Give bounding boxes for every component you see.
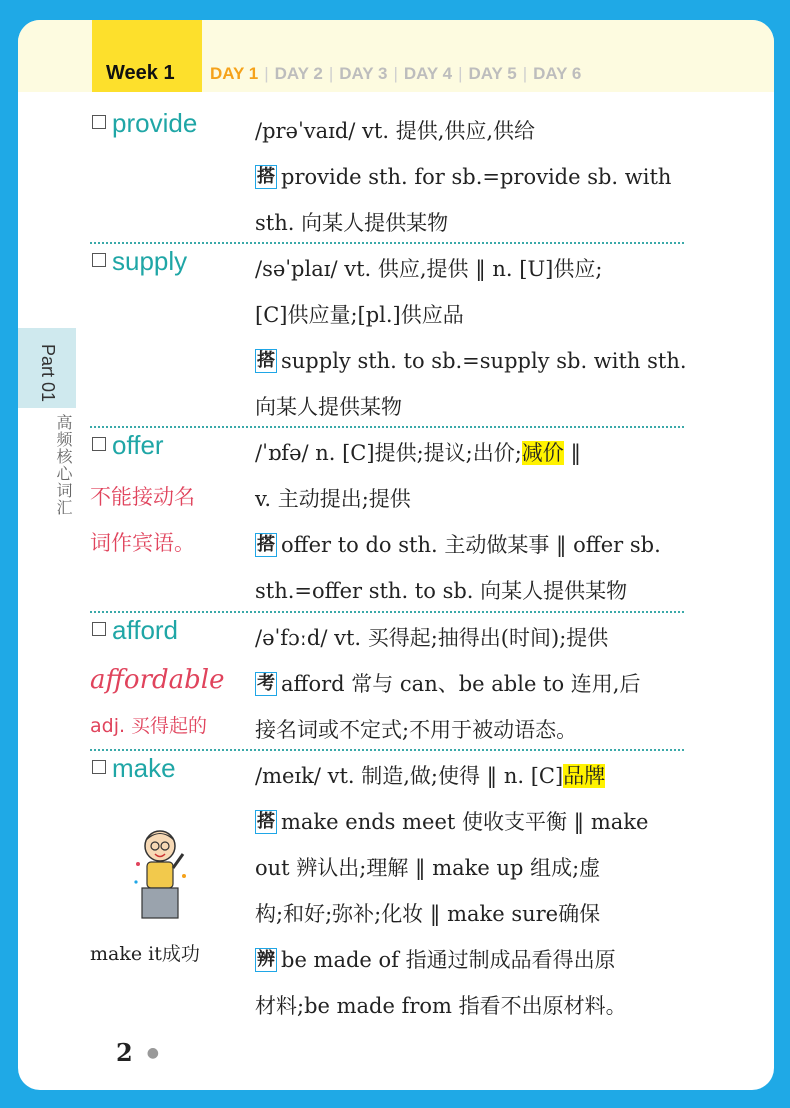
entry-divider	[90, 426, 684, 428]
checkbox-icon	[92, 760, 106, 774]
entry-supply	[90, 246, 687, 426]
day-tab-1: DAY 1	[210, 64, 259, 83]
entry-divider	[90, 749, 684, 751]
day-tab-6: DAY 6	[533, 64, 582, 83]
definition	[255, 430, 687, 614]
headword: offer	[92, 430, 164, 461]
definition-line: /səˈplaɪ/ vt. 供应,提供 ‖ n. [U]供应;	[255, 257, 603, 281]
collocation-tag: 搭	[257, 350, 275, 371]
collocation-tag: 搭	[257, 811, 275, 832]
headword: afford	[92, 615, 178, 646]
checkbox-icon	[92, 115, 106, 129]
definition-line: v. 主动提出;提供	[255, 487, 411, 511]
checkbox-icon	[92, 437, 106, 451]
definition-line: /meɪk/ vt. 制造,做;使得 ‖ n. [C]	[255, 764, 564, 788]
entry-offer	[90, 430, 684, 610]
day-separator: |	[458, 64, 463, 83]
week-label: Week 1	[106, 62, 175, 84]
exam-tag: 考	[257, 673, 275, 694]
margin-note: adj. 买得起的	[90, 715, 208, 737]
definition	[255, 615, 687, 753]
highlighted-term: 减价	[521, 441, 564, 465]
day-tab-4: DAY 4	[403, 64, 453, 83]
day-separator: |	[522, 64, 528, 83]
week-tab	[92, 20, 202, 92]
definition-line: 接名词或不定式;不用于被动语态。	[255, 718, 578, 742]
headword: make	[92, 753, 176, 784]
definition-line: /prəˈvaɪd/ vt. 提供,供应,供给	[255, 119, 536, 143]
definition-line: provide sth. for sb.=provide sb. with	[281, 165, 672, 189]
entry-divider	[90, 611, 684, 613]
margin-note: affordable	[90, 665, 225, 695]
part-label: Part 01	[38, 344, 58, 403]
definition-line: sth.=offer sth. to sb. 向某人提供某物	[255, 579, 628, 603]
section-label: 高频核心词汇	[54, 414, 73, 516]
definition-line: ‖	[563, 441, 581, 465]
page-number: 2 ●	[116, 1038, 159, 1067]
collocation-tag: 搭	[257, 166, 275, 187]
collocation-tag: 搭	[257, 534, 275, 555]
entry-afford	[90, 615, 684, 749]
day-tab-5: DAY 5	[468, 64, 517, 83]
margin-note: 不能接动名	[90, 485, 195, 509]
definition-line: afford 常与 can、be able to 连用,后	[281, 672, 641, 696]
headword: provide	[92, 108, 197, 139]
definition	[255, 753, 687, 1029]
day-separator: |	[328, 64, 334, 83]
definition	[255, 246, 687, 430]
part-tab	[18, 328, 76, 408]
book-page	[18, 20, 774, 1090]
definition-line: out 辨认出;理解 ‖ make up 组成;虚	[255, 856, 601, 880]
cartoon-figure-illustration	[130, 824, 190, 924]
definition-line: supply sth. to sb.=supply sb. with sth.	[281, 349, 687, 373]
headword: supply	[92, 246, 187, 277]
definition-line: 构;和好;弥补;化妆 ‖ make sure确保	[255, 902, 601, 926]
margin-note: 词作宾语。	[90, 531, 195, 555]
definition-line: make ends meet 使收支平衡 ‖ make	[281, 810, 649, 834]
day-tab-3: DAY 3	[339, 64, 388, 83]
definition-line: /əˈfɔːd/ vt. 买得起;抽得出(时间);提供	[255, 626, 609, 650]
definition-line: offer to do sth. 主动做某事 ‖ offer sb.	[281, 533, 661, 557]
definition-line: 材料;be made from 指看不出原材料。	[255, 994, 627, 1018]
highlighted-term: 品牌	[563, 764, 606, 788]
day-nav	[210, 64, 581, 84]
definition-line: be made of 指通过制成品看得出原	[281, 948, 616, 972]
day-separator: |	[264, 64, 269, 83]
definition	[255, 108, 687, 246]
definition-line: 向某人提供某物	[255, 395, 402, 419]
image-caption: make it成功	[90, 943, 200, 965]
day-separator: |	[393, 64, 398, 83]
entry-divider	[90, 242, 684, 244]
checkbox-icon	[92, 253, 106, 267]
definition-line: [C]供应量;[pl.]供应品	[255, 303, 464, 327]
checkbox-icon	[92, 622, 106, 636]
entry-provide	[90, 108, 684, 248]
definition-line: /ˈɒfə/ n. [C]提供;提议;出价;	[255, 441, 522, 465]
day-tab-2: DAY 2	[274, 64, 323, 83]
definition-line: sth. 向某人提供某物	[255, 211, 449, 235]
distinguish-tag: 辨	[257, 949, 275, 970]
